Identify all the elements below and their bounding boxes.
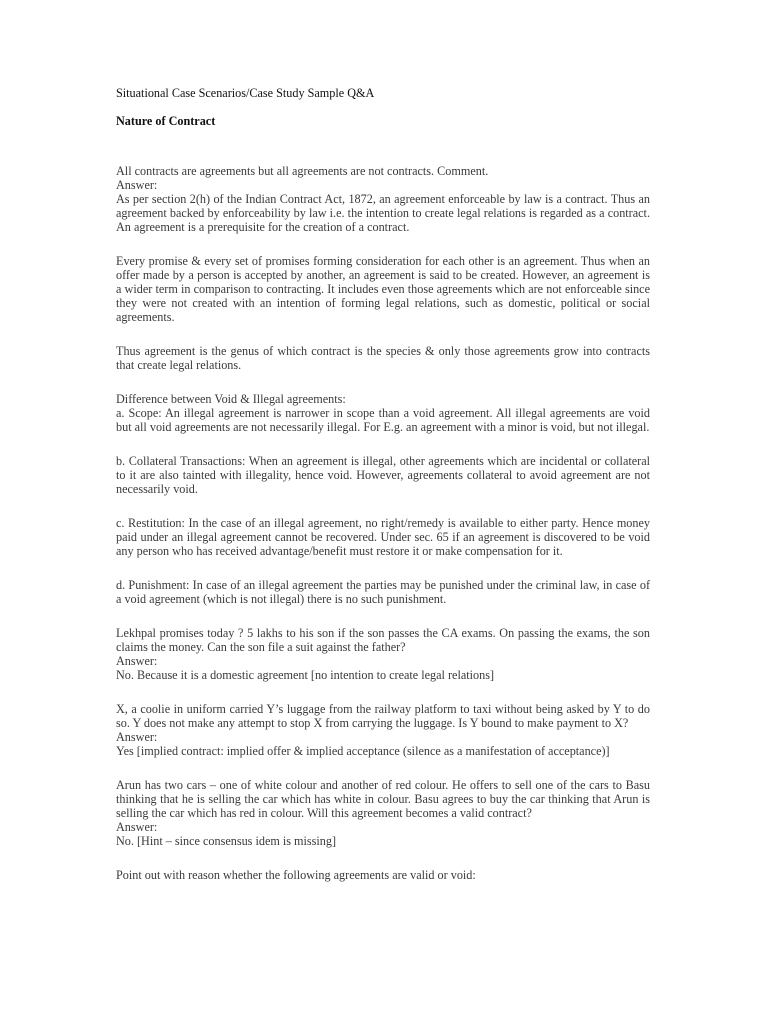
difference-item-d: d. Punishment: In case of an illegal agreement the parties may be punished under the criminal law, in case of a void agreement (which is not illegal) there is no such punishment. [116,578,650,606]
answer-2-label: Answer: [116,654,158,668]
difference-item-a: a. Scope: An illegal agreement is narrower in scope than a void agreement. All illegal agreements are void but all void agreements are not necessarily illegal. For E.g. an agreement with a minor is void, but not illegal. [116,406,650,434]
answer-3-label: Answer: [116,730,158,744]
answer-3-text: Yes [implied contract: implied offer & implied acceptance (silence as a manifestation of acceptance)] [116,744,610,758]
difference-heading: Difference between Void & Illegal agreements: [116,392,346,406]
question-3-block [116,702,650,758]
answer-1-label: Answer: [116,178,158,192]
answer-1-text: As per section 2(h) of the Indian Contract Act, 1872, an agreement enforceable by law is a contract. Thus an agreement backed by enforceability by law i.e. the intention to create legal relations is regarded as a contract. An agreement is a prerequisite for the creation of a contract. [116,192,650,234]
question-1-text: All contracts are agreements but all agreements are not contracts. Comment. [116,164,489,178]
difference-block [116,392,650,434]
answer-2-text: No. Because it is a domestic agreement [no intention to create legal relations] [116,668,495,682]
question-4-text: Arun has two cars – one of white colour and another of red colour. He offers to sell one of the cars to Basu thinking that he is selling the car which has white in colour. Basu agrees to buy the car thinking that Arun is selling the car which has red in colour. Will this agreement becomes a valid contract? [116,778,650,820]
question-2-text: Lekhpal promises today ? 5 lakhs to his son if the son passes the CA exams. On passing the exams, the son claims the money. Can the son file a suit against the father? [116,626,650,654]
difference-item-b: b. Collateral Transactions: When an agreement is illegal, other agreements which are incidental or collateral to it are also tainted with illegality, hence void. However, agreements collateral to avoid agreement are not necessarily void. [116,454,650,496]
closing-prompt: Point out with reason whether the following agreements are valid or void: [116,868,476,882]
answer-4-text: No. [Hint – since consensus idem is missing] [116,834,337,848]
answer-4-label: Answer: [116,820,158,834]
paragraph-genus-species: Thus agreement is the genus of which contract is the species & only those agreements grow into contracts that create legal relations. [116,344,650,372]
document-title: Situational Case Scenarios/Case Study Sample Q&A [116,86,375,100]
question-2-block [116,626,650,682]
section-heading: Nature of Contract [116,114,216,128]
question-1-block [116,164,650,234]
difference-item-c: c. Restitution: In the case of an illegal agreement, no right/remedy is available to either party. Hence money paid under an illegal agreement cannot be recovered. Under sec. 65 if an agreement is discovered to be void any person who has received advantage/benefit must restore it or make compensation for it. [116,516,650,558]
document-page [116,86,650,882]
question-3-text: X, a coolie in uniform carried Y’s luggage from the railway platform to taxi without being asked by Y to do so. Y does not make any attempt to stop X from carrying the luggage. Is Y bound to make payment to X? [116,702,650,730]
question-4-block [116,778,650,848]
paragraph-agreement-scope: Every promise & every set of promises forming consideration for each other is an agreement. Thus when an offer made by a person is accepted by another, an agreement is said to be created. However, an agreement is a wider term in comparison to contracting. It includes even those agreements which are not enforceable since they were not created with an intention of forming legal relations, such as domestic, political or social agreements. [116,254,650,324]
